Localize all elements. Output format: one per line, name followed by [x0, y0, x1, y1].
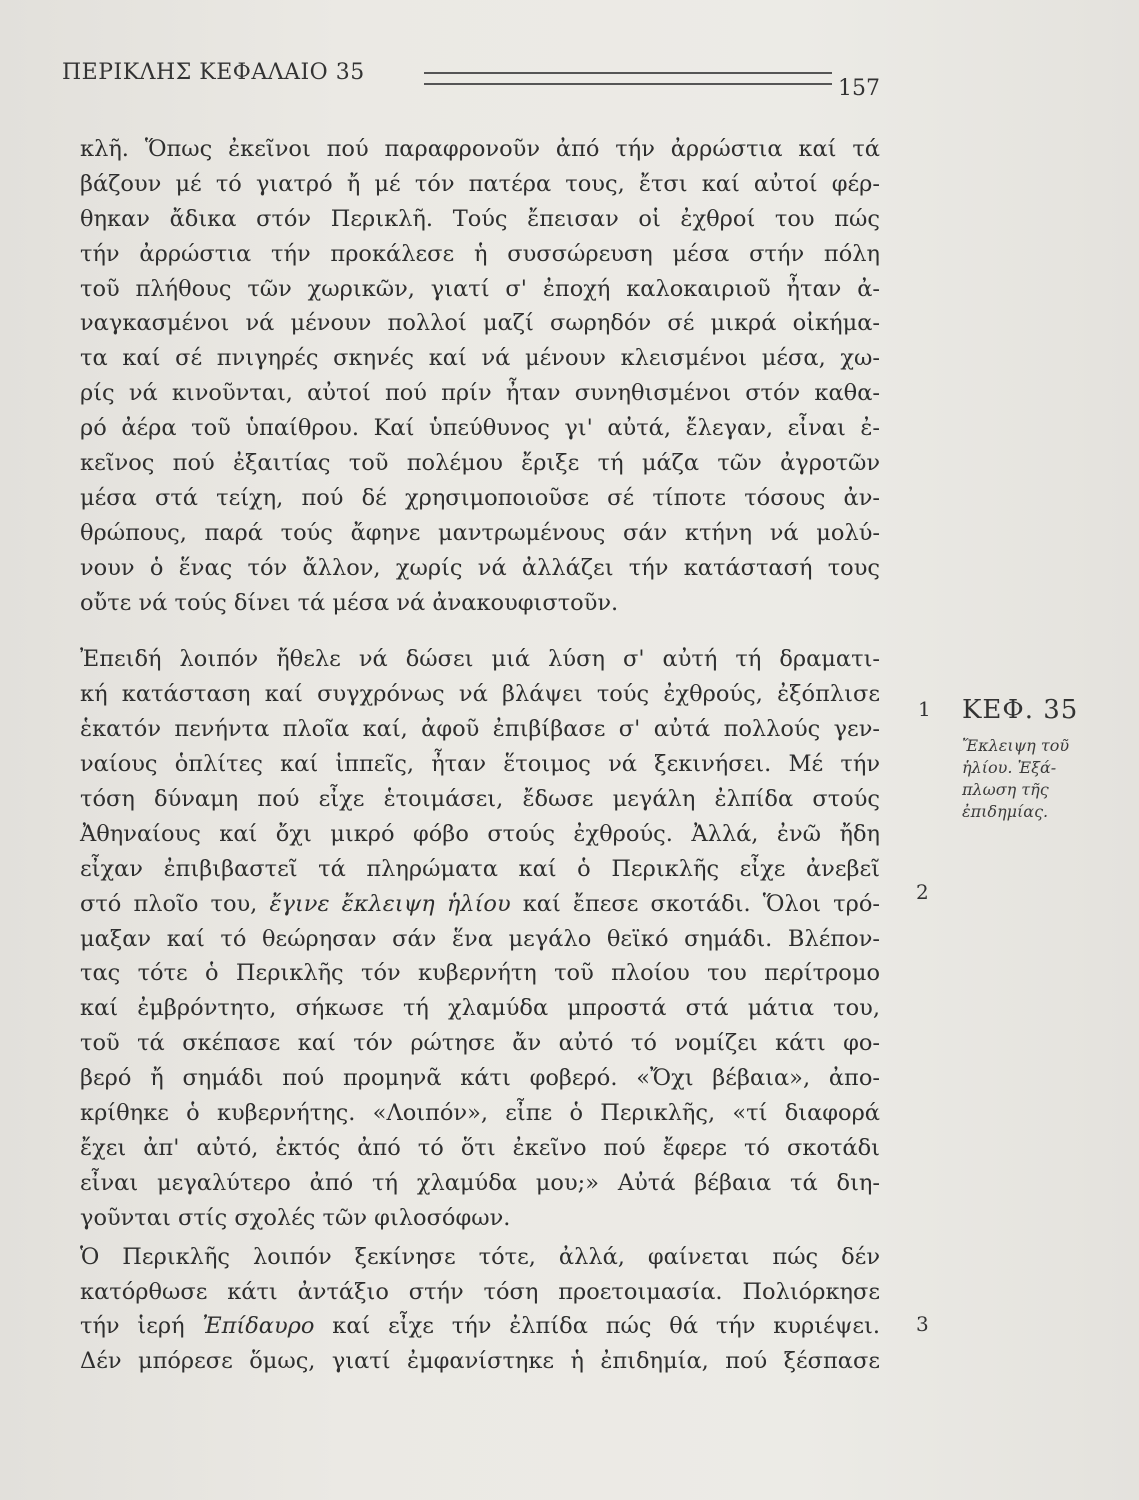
paragraph-2 [80, 642, 880, 1235]
text-line: εἶχαν ἐπιβιβαστεῖ τά πληρώματα καί ὁ Περικλῆς εἶχε ἀνεβεῖ [80, 855, 880, 882]
text-line: Ἀθηναίους καί ὄχι μικρό φόβο στούς ἐχθρούς. Ἀλλά, ἐνῶ ἤδη [80, 820, 880, 847]
text-line: οὔτε νά τούς δίνει τά μέσα νά ἀνακουφιστοῦν. [80, 589, 619, 616]
text-line: τοῦ πλήθους τῶν χωρικῶν, γιατί σ' ἐποχή καλοκαιριοῦ ἦταν ἀ- [80, 275, 880, 302]
text-line: κατόρθωσε κάτι ἀντάξιο στήν τόση προετοιμασία. Πολιόρκησε [80, 1278, 880, 1305]
paragraph-1 [80, 132, 880, 620]
text-run: τήν ἱερή [80, 1313, 203, 1340]
side-note-line: ἐπιδημίας. [962, 802, 1049, 821]
text-line: κεῖνος πού ἐξαιτίας τοῦ πολέμου ἔριξε τή μάζα τῶν ἀγροτῶν [80, 450, 880, 477]
text-line: καί ἐμβρόντητο, σήκωσε τή χλαμύδα μπροστά στά μάτια του, [80, 995, 880, 1022]
margin-number-3: 3 [916, 1312, 929, 1336]
text-line: θηκαν ἄδικα στόν Περικλῆ. Τούς ἔπεισαν οἱ ἐχθροί του πώς [80, 205, 880, 232]
text-line: βερό ἤ σημάδι πού προμηνᾶ κάτι φοβερό. «Ὄχι βέβαια», ἀπο- [80, 1065, 880, 1092]
paragraph-gap [80, 620, 880, 642]
text-line: ναίους ὁπλίτες καί ἱππεῖς, ἦταν ἕτοιμος νά ξεκινήσει. Μέ τήν [80, 751, 880, 778]
body-text [80, 132, 880, 1379]
text-run: καί ἔπεσε σκοτάδι. Ὅλοι τρό- [510, 890, 880, 917]
side-note-line: Ἔκλειψη τοῦ [962, 736, 1070, 755]
text-line: εἶναι μεγαλύτερο ἀπό τή χλαμύδα μου;» Αὐτά βέβαια τά διη- [80, 1169, 880, 1196]
text-line: Ἐπειδή λοιπόν ἤθελε νά δώσει μιά λύση σ' αὐτή τή δραματι- [80, 646, 880, 673]
text-line: ρό ἀέρα τοῦ ὑπαίθρου. Καί ὑπεύθυνος γι' αὐτά, ἔλεγαν, εἶναι ἐ- [80, 415, 880, 442]
margin-number-1: 1 [918, 697, 931, 721]
text-line: θρώπους, παρά τούς ἄφηνε μαντρωμένους σάν κτήνη νά μολύ- [80, 519, 880, 546]
side-note-line: ἡλίου. Ἐξά- [962, 758, 1057, 777]
paragraph-3 [80, 1240, 880, 1380]
italic-phrase-solar-eclipse: ἔγινε ἔκλειψη ἡλίου [269, 890, 511, 917]
text-line: μαξαν καί τό θεώρησαν σάν ἕνα μεγάλο θεϊκό σημάδι. Βλέπον- [80, 925, 880, 952]
text-line: τήν ἀρρώστια τήν προκάλεσε ἡ συσσώρευση μέσα στήν πόλη [80, 240, 880, 267]
text-line: τοῦ τά σκέπασε καί τόν ρώτησε ἄν αὐτό τό νομίζει κάτι φο- [80, 1030, 880, 1057]
text-line: τας τότε ὁ Περικλῆς τόν κυβερνήτη τοῦ πλοίου του περίτρομο [80, 960, 880, 987]
text-line: κή κατάσταση καί συγχρόνως νά βλάψει τούς ἐχθρούς, ἐξόπλισε [80, 681, 880, 708]
text-line-with-italic [80, 1309, 880, 1344]
text-line: Δέν μπόρεσε ὅμως, γιατί ἐμφανίστηκε ἡ ἐπιδημία, πού ξέσπασε [80, 1348, 880, 1375]
margin-number-2: 2 [916, 880, 929, 904]
header-double-rule [424, 72, 832, 85]
text-line: ρίς νά κινοῦνται, αὐτοί πού πρίν ἦταν συνηθισμένοι στόν καθα- [80, 380, 880, 407]
text-line: τόση δύναμη πού εἶχε ἑτοιμάσει, ἔδωσε μεγάλη ἐλπίδα στούς [80, 786, 880, 813]
text-line: Ὁ Περικλῆς λοιπόν ξεκίνησε τότε, ἀλλά, φαίνεται πώς δέν [80, 1243, 880, 1270]
italic-place-epidaurus: Ἐπίδαυρο [202, 1313, 315, 1340]
chapter-side-note [962, 695, 1112, 823]
text-line: τα καί σέ πνιγηρές σκηνές καί νά μένουν κλεισμένοι μέσα, χω- [80, 345, 880, 372]
running-head: ΠΕΡΙΚΛΗΣ ΚΕΦΑΛΑΙΟ 35 [62, 60, 365, 85]
page-number: 157 [838, 76, 880, 101]
text-line-with-italic [80, 887, 880, 922]
text-line: ναγκασμένοι νά μένουν πολλοί μαζί σωρηδόν σέ μικρά οἰκήμα- [80, 310, 880, 337]
text-line: κρίθηκε ὁ κυβερνήτης. «Λοιπόν», εἶπε ὁ Περικλῆς, «τί διαφορά [80, 1100, 880, 1127]
text-line: ἔχει ἀπ' αὐτό, ἐκτός ἀπό τό ὅτι ἐκεῖνο πού ἔφερε τό σκοτάδι [80, 1134, 880, 1161]
text-line: γοῦνται στίς σχολές τῶν φιλοσόφων. [80, 1204, 511, 1231]
page-header [62, 60, 880, 100]
text-line: νουν ὁ ἕνας τόν ἄλλον, χωρίς νά ἀλλάζει τήν κατάστασή τους [80, 554, 880, 581]
side-note-line: πλωση τῆς [962, 780, 1049, 799]
text-line: βάζουν μέ τό γιατρό ἤ μέ τόν πατέρα τους, ἔτσι καί αὐτοί φέρ- [80, 170, 880, 197]
side-note-title: ΚΕΦ. 35 [962, 695, 1079, 725]
text-line: μέσα στά τείχη, πού δέ χρησιμοποιοῦσε σέ τίποτε τόσους ἀν- [80, 484, 880, 511]
text-run: καί εἶχε τήν ἐλπίδα πώς θά τήν κυριέψει. [314, 1313, 880, 1340]
text-line: ἑκατόν πενήντα πλοῖα καί, ἀφοῦ ἐπιβίβασε σ' αὐτά πολλούς γεν- [80, 716, 880, 743]
text-run: στό πλοῖο του, [80, 890, 270, 917]
text-line: κλῆ. Ὅπως ἐκεῖνοι πού παραφρονοῦν ἀπό τήν ἀρρώστια καί τά [80, 136, 880, 162]
